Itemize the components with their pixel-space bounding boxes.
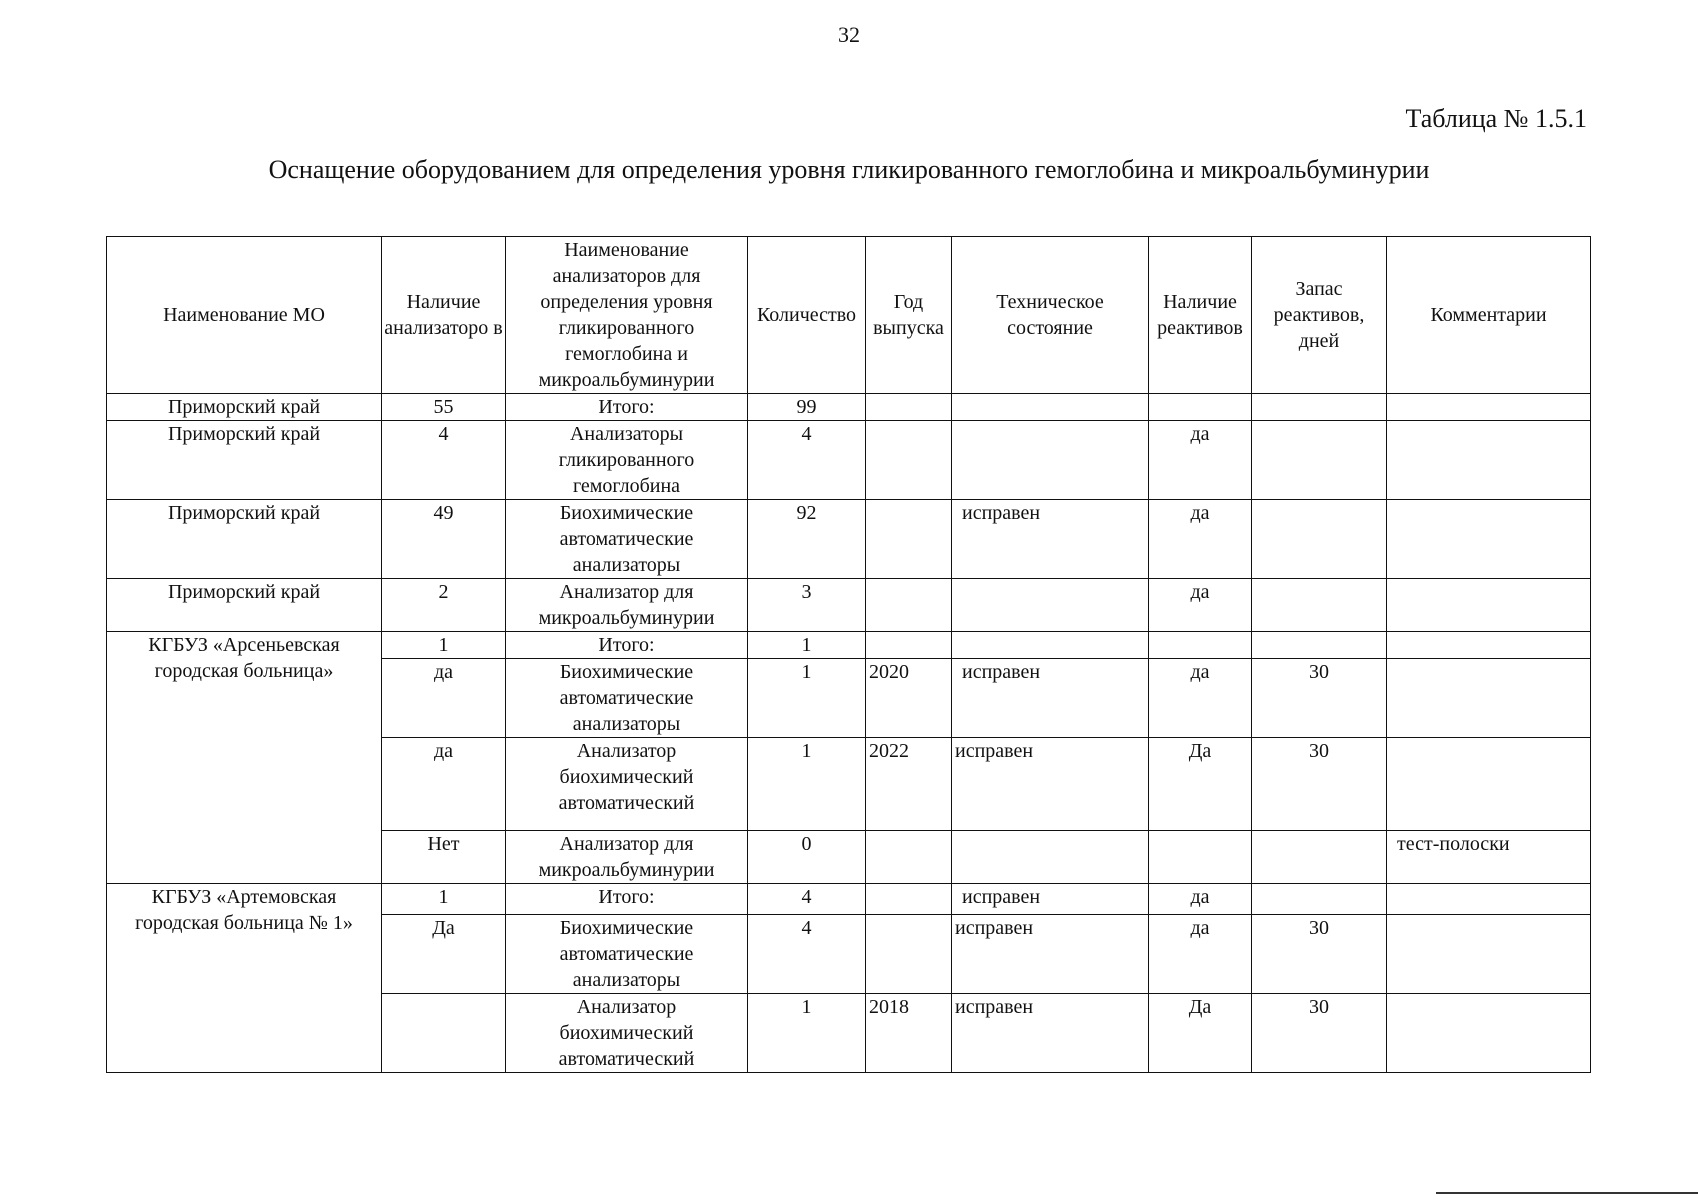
cell-analyzer-name: Биохимические автоматические анализаторы (506, 659, 748, 738)
col-header-quantity: Количество (748, 237, 866, 394)
cell-tech-state (952, 394, 1149, 421)
cell-reagents (1149, 831, 1252, 884)
col-header-comments: Комментарии (1387, 237, 1591, 394)
cell-year (866, 394, 952, 421)
cell-tech-state: исправен (952, 738, 1149, 831)
cell-reagent-stock: 30 (1252, 738, 1387, 831)
cell-reagents (1149, 394, 1252, 421)
cell-analyzer-name: Биохимические автоматические анализаторы (506, 500, 748, 579)
cell-year: 2018 (866, 994, 952, 1073)
cell-availability: 1 (382, 884, 506, 915)
cell-quantity: 1 (748, 738, 866, 831)
cell-reagents (1149, 632, 1252, 659)
cell-availability: 4 (382, 421, 506, 500)
cell-comment (1387, 500, 1591, 579)
document-title: Оснащение оборудованием для определения уровня гликированного гемоглобина и микроальбуминурии (268, 155, 1430, 184)
table-row (107, 421, 1591, 500)
col-header-reagents: Наличие реактивов (1149, 237, 1252, 394)
cell-quantity: 0 (748, 831, 866, 884)
cell-analyzer-name: Анализатор биохимический автоматический (506, 994, 748, 1073)
cell-year (866, 421, 952, 500)
cell-mo: КГБУЗ «Арсеньевская городская больница» (107, 632, 382, 884)
cell-year (866, 500, 952, 579)
cell-comment (1387, 994, 1591, 1073)
cell-quantity: 1 (748, 994, 866, 1073)
cell-year (866, 579, 952, 632)
cell-quantity: 1 (748, 632, 866, 659)
cell-tech-state: исправен (952, 500, 1149, 579)
cell-comment: тест-полоски (1387, 831, 1591, 884)
cell-mo: Приморский край (107, 394, 382, 421)
cell-reagent-stock (1252, 394, 1387, 421)
cell-availability (382, 994, 506, 1073)
cell-availability: 2 (382, 579, 506, 632)
cell-comment (1387, 632, 1591, 659)
col-header-tech-state: Техническое состояние (952, 237, 1149, 394)
table-row (107, 632, 1591, 659)
cell-analyzer-name: Анализатор для микроальбуминурии (506, 579, 748, 632)
col-header-availability: Наличие анализаторо в (382, 237, 506, 394)
cell-reagents: да (1149, 915, 1252, 994)
col-header-reagent-stock: Запас реактивов, дней (1252, 237, 1387, 394)
table-row (107, 579, 1591, 632)
cell-comment (1387, 579, 1591, 632)
cell-year (866, 831, 952, 884)
cell-quantity: 4 (748, 421, 866, 500)
cell-reagent-stock (1252, 884, 1387, 915)
cell-availability: да (382, 738, 506, 831)
cell-quantity: 3 (748, 579, 866, 632)
col-header-analyzer-names: Наименование анализаторов для определения уровня гликированного гемоглобина и микроальбуминурии (506, 237, 748, 394)
cell-year: 2022 (866, 738, 952, 831)
cell-reagent-stock: 30 (1252, 915, 1387, 994)
cell-mo: Приморский край (107, 421, 382, 500)
page-number: 32 (838, 22, 860, 47)
cell-tech-state (952, 831, 1149, 884)
cell-availability: Нет (382, 831, 506, 884)
cell-reagents: Да (1149, 738, 1252, 831)
cell-year: 2020 (866, 659, 952, 738)
cell-tech-state (952, 421, 1149, 500)
table-row (107, 884, 1591, 915)
cell-reagent-stock: 30 (1252, 994, 1387, 1073)
cell-year (866, 915, 952, 994)
cell-tech-state: исправен (952, 994, 1149, 1073)
cell-analyzer-name: Анализаторы гликированного гемоглобина (506, 421, 748, 500)
cell-tech-state (952, 579, 1149, 632)
cell-analyzer-name: Итого: (506, 394, 748, 421)
table-header-row (107, 237, 1591, 394)
cell-tech-state: исправен (952, 915, 1149, 994)
cell-availability: 1 (382, 632, 506, 659)
table-row (107, 394, 1591, 421)
cell-analyzer-name: Итого: (506, 632, 748, 659)
cell-availability: Да (382, 915, 506, 994)
cell-reagents: да (1149, 579, 1252, 632)
table-row (107, 500, 1591, 579)
cell-reagent-stock: 30 (1252, 659, 1387, 738)
cell-mo: Приморский край (107, 500, 382, 579)
cell-reagent-stock (1252, 579, 1387, 632)
cell-reagent-stock (1252, 500, 1387, 579)
cell-year (866, 884, 952, 915)
cell-tech-state: исправен (952, 659, 1149, 738)
cell-tech-state (952, 632, 1149, 659)
cell-reagents: да (1149, 659, 1252, 738)
cell-mo: Приморский край (107, 579, 382, 632)
cell-quantity: 92 (748, 500, 866, 579)
cell-comment (1387, 421, 1591, 500)
col-header-mo: Наименование МО (107, 237, 382, 394)
cell-reagent-stock (1252, 421, 1387, 500)
cell-reagents: да (1149, 500, 1252, 579)
cell-reagents: да (1149, 421, 1252, 500)
cell-reagents: да (1149, 884, 1252, 915)
cell-availability: да (382, 659, 506, 738)
cell-quantity: 4 (748, 915, 866, 994)
cell-comment (1387, 884, 1591, 915)
bottom-divider (1436, 1192, 1698, 1194)
cell-quantity: 4 (748, 884, 866, 915)
cell-analyzer-name: Итого: (506, 884, 748, 915)
cell-availability: 55 (382, 394, 506, 421)
cell-reagents: Да (1149, 994, 1252, 1073)
cell-tech-state: исправен (952, 884, 1149, 915)
cell-year (866, 632, 952, 659)
cell-comment (1387, 915, 1591, 994)
cell-reagent-stock (1252, 831, 1387, 884)
cell-quantity: 99 (748, 394, 866, 421)
cell-quantity: 1 (748, 659, 866, 738)
col-header-year: Год выпуска (866, 237, 952, 394)
cell-reagent-stock (1252, 632, 1387, 659)
cell-analyzer-name: Биохимические автоматические анализаторы (506, 915, 748, 994)
cell-comment (1387, 394, 1591, 421)
cell-mo: КГБУЗ «Артемовская городская больница № 1» (107, 884, 382, 1073)
cell-comment (1387, 738, 1591, 831)
table-label: Таблица № 1.5.1 (1405, 104, 1587, 133)
equipment-table (106, 236, 1591, 1073)
cell-analyzer-name: Анализатор биохимический автоматический (506, 738, 748, 831)
cell-availability: 49 (382, 500, 506, 579)
cell-analyzer-name: Анализатор для микроальбуминурии (506, 831, 748, 884)
cell-comment (1387, 659, 1591, 738)
